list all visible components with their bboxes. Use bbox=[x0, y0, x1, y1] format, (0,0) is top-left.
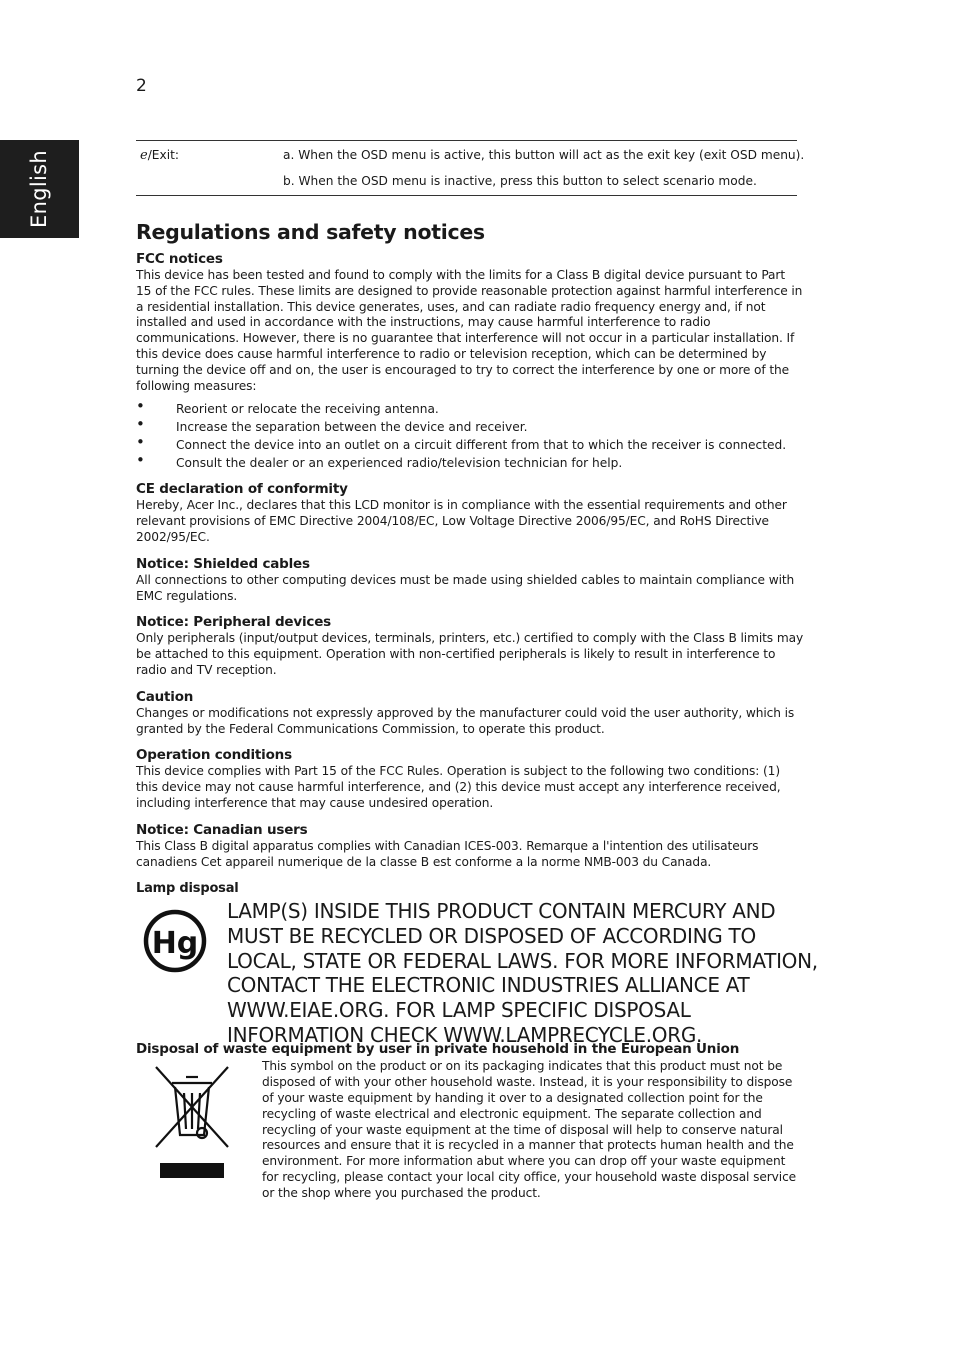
list-item: • Reorient or relocate the receiving antenna. bbox=[136, 400, 804, 418]
list-item: • Connect the device into an outlet on a circuit different from that to which the receiver is connected. bbox=[136, 436, 804, 454]
caution-body: Changes or modifications not expressly approved by the manufacturer could void the user authority, which is granted by the Federal Communications Commission, to operate this product. bbox=[136, 705, 795, 736]
language-tab bbox=[0, 140, 79, 238]
regulations-content bbox=[136, 220, 818, 1209]
exit-description-a: a. When the OSD menu is active, this button will act as the exit key (exit OSD menu). bbox=[283, 148, 805, 162]
language-tab-label: English bbox=[27, 150, 51, 228]
lamp-heading: Lamp disposal bbox=[136, 881, 239, 897]
crossed-bin-icon bbox=[152, 1063, 232, 1179]
peripheral-body: Only peripherals (input/output devices, terminals, printers, etc.) certified to comply with the Class B limits may be attached to this equipment. Operation with non-certified peripherals is likely to result in interference to radio and TV reception. bbox=[136, 631, 804, 677]
list-item: • Increase the separation between the device and receiver. bbox=[136, 418, 804, 436]
exit-button-label bbox=[140, 148, 179, 163]
fcc-measures-list bbox=[136, 400, 804, 472]
list-item: • Consult the dealer or an experienced radio/television technician for help. bbox=[136, 454, 804, 472]
exit-description-b: b. When the OSD menu is inactive, press this button to select scenario mode. bbox=[283, 174, 757, 188]
operation-heading: Operation conditions bbox=[136, 747, 292, 764]
operation-body: This device complies with Part 15 of the FCC Rules. Operation is subject to the following two conditions: (1) this device may not cause harmful interference, and (2) this device must accept any interference received, including interference that may cause undesired operation. bbox=[136, 764, 781, 810]
ce-body: Hereby, Acer Inc., declares that this LCD monitor is in compliance with the essential requirements and other relevant provisions of EMC Directive 2004/108/EC, Low Voltage Directive 2006/95/EC, and RoHS Directive 2002/95/EC. bbox=[136, 498, 787, 544]
exit-label-text: /Exit: bbox=[147, 148, 179, 162]
fcc-heading: FCC notices bbox=[136, 251, 223, 267]
weee-block bbox=[136, 1059, 804, 1209]
e-key-icon: e bbox=[140, 148, 148, 163]
peripheral-heading: Notice: Peripheral devices bbox=[136, 614, 332, 631]
canadian-heading: Notice: Canadian users bbox=[136, 821, 308, 838]
weee-body: This symbol on the product or on its packaging indicates that this product must not be disposed of with your other household waste. Instead, it is your responsibility to dispose of your waste equipment by handing it over to a designated collection point for the recycling of waste electrical and electronic equipment. The separate collection and recycling of your waste equipment at the time of disposal will help to conserve natural resources and ensure that it is recycled in a manner that protects human health and the environment. For more information abut where you can drop off your waste equipment for recycling, please contact your local city office, your household waste disposal service or the shop where you purchased the product. bbox=[262, 1059, 797, 1200]
lamp-disposal-block bbox=[136, 899, 818, 1047]
section-title: Regulations and safety notices bbox=[136, 220, 485, 244]
page-number: 2 bbox=[136, 76, 147, 96]
canadian-body: This Class B digital apparatus complies with Canadian ICES-003. Remarque a l'intention des utilisateurs canadiens Cet appareil numerique de la classe B est conforme a la norme NMB-003 du Canada. bbox=[136, 838, 759, 869]
weee-heading: Disposal of waste equipment by user in private household in the European Union bbox=[136, 1041, 740, 1058]
fcc-body: This device has been tested and found to comply with the limits for a Class B digital device pursuant to Part 15 of the FCC rules. These limits are designed to provide reasonable protection against harmful interference in a residential installation. This device generates, uses, and can radiate radio frequency energy and, if not installed and used in accordance with the instructions, may cause harmful interference to radio communications. However, there is no guarantee that interference will not occur in a particular installation. If this device does cause harmful interference to radio or television reception, which can be determined by turning the device off and on, the user is encouraged to try to correct the interference by one or more of the following measures: bbox=[136, 268, 803, 393]
hg-icon-label: Hg bbox=[151, 926, 199, 962]
exit-button-table bbox=[136, 140, 805, 196]
shielded-heading: Notice: Shielded cables bbox=[136, 555, 310, 572]
mercury-hg-icon bbox=[143, 909, 207, 973]
shielded-body: All connections to other computing devices must be made using shielded cables to maintain compliance with EMC regulations. bbox=[136, 572, 795, 603]
ce-heading: CE declaration of conformity bbox=[136, 481, 348, 498]
lamp-disposal-text: LAMP(S) INSIDE THIS PRODUCT CONTAIN MERCURY AND MUST BE RECYCLED OR DISPOSED OF ACCORDING TO LOCAL, STATE OR FEDERAL LAWS. FOR MORE INFORMATION, CONTACT THE ELECTRONIC INDUSTRIES ALLIANCE AT WWW.EIAE.ORG. FOR LAMP SPECIFIC DISPOSAL INFORMATION CHECK WWW.LAMPRECYCLE.ORG. bbox=[227, 899, 818, 1047]
caution-heading: Caution bbox=[136, 688, 194, 705]
